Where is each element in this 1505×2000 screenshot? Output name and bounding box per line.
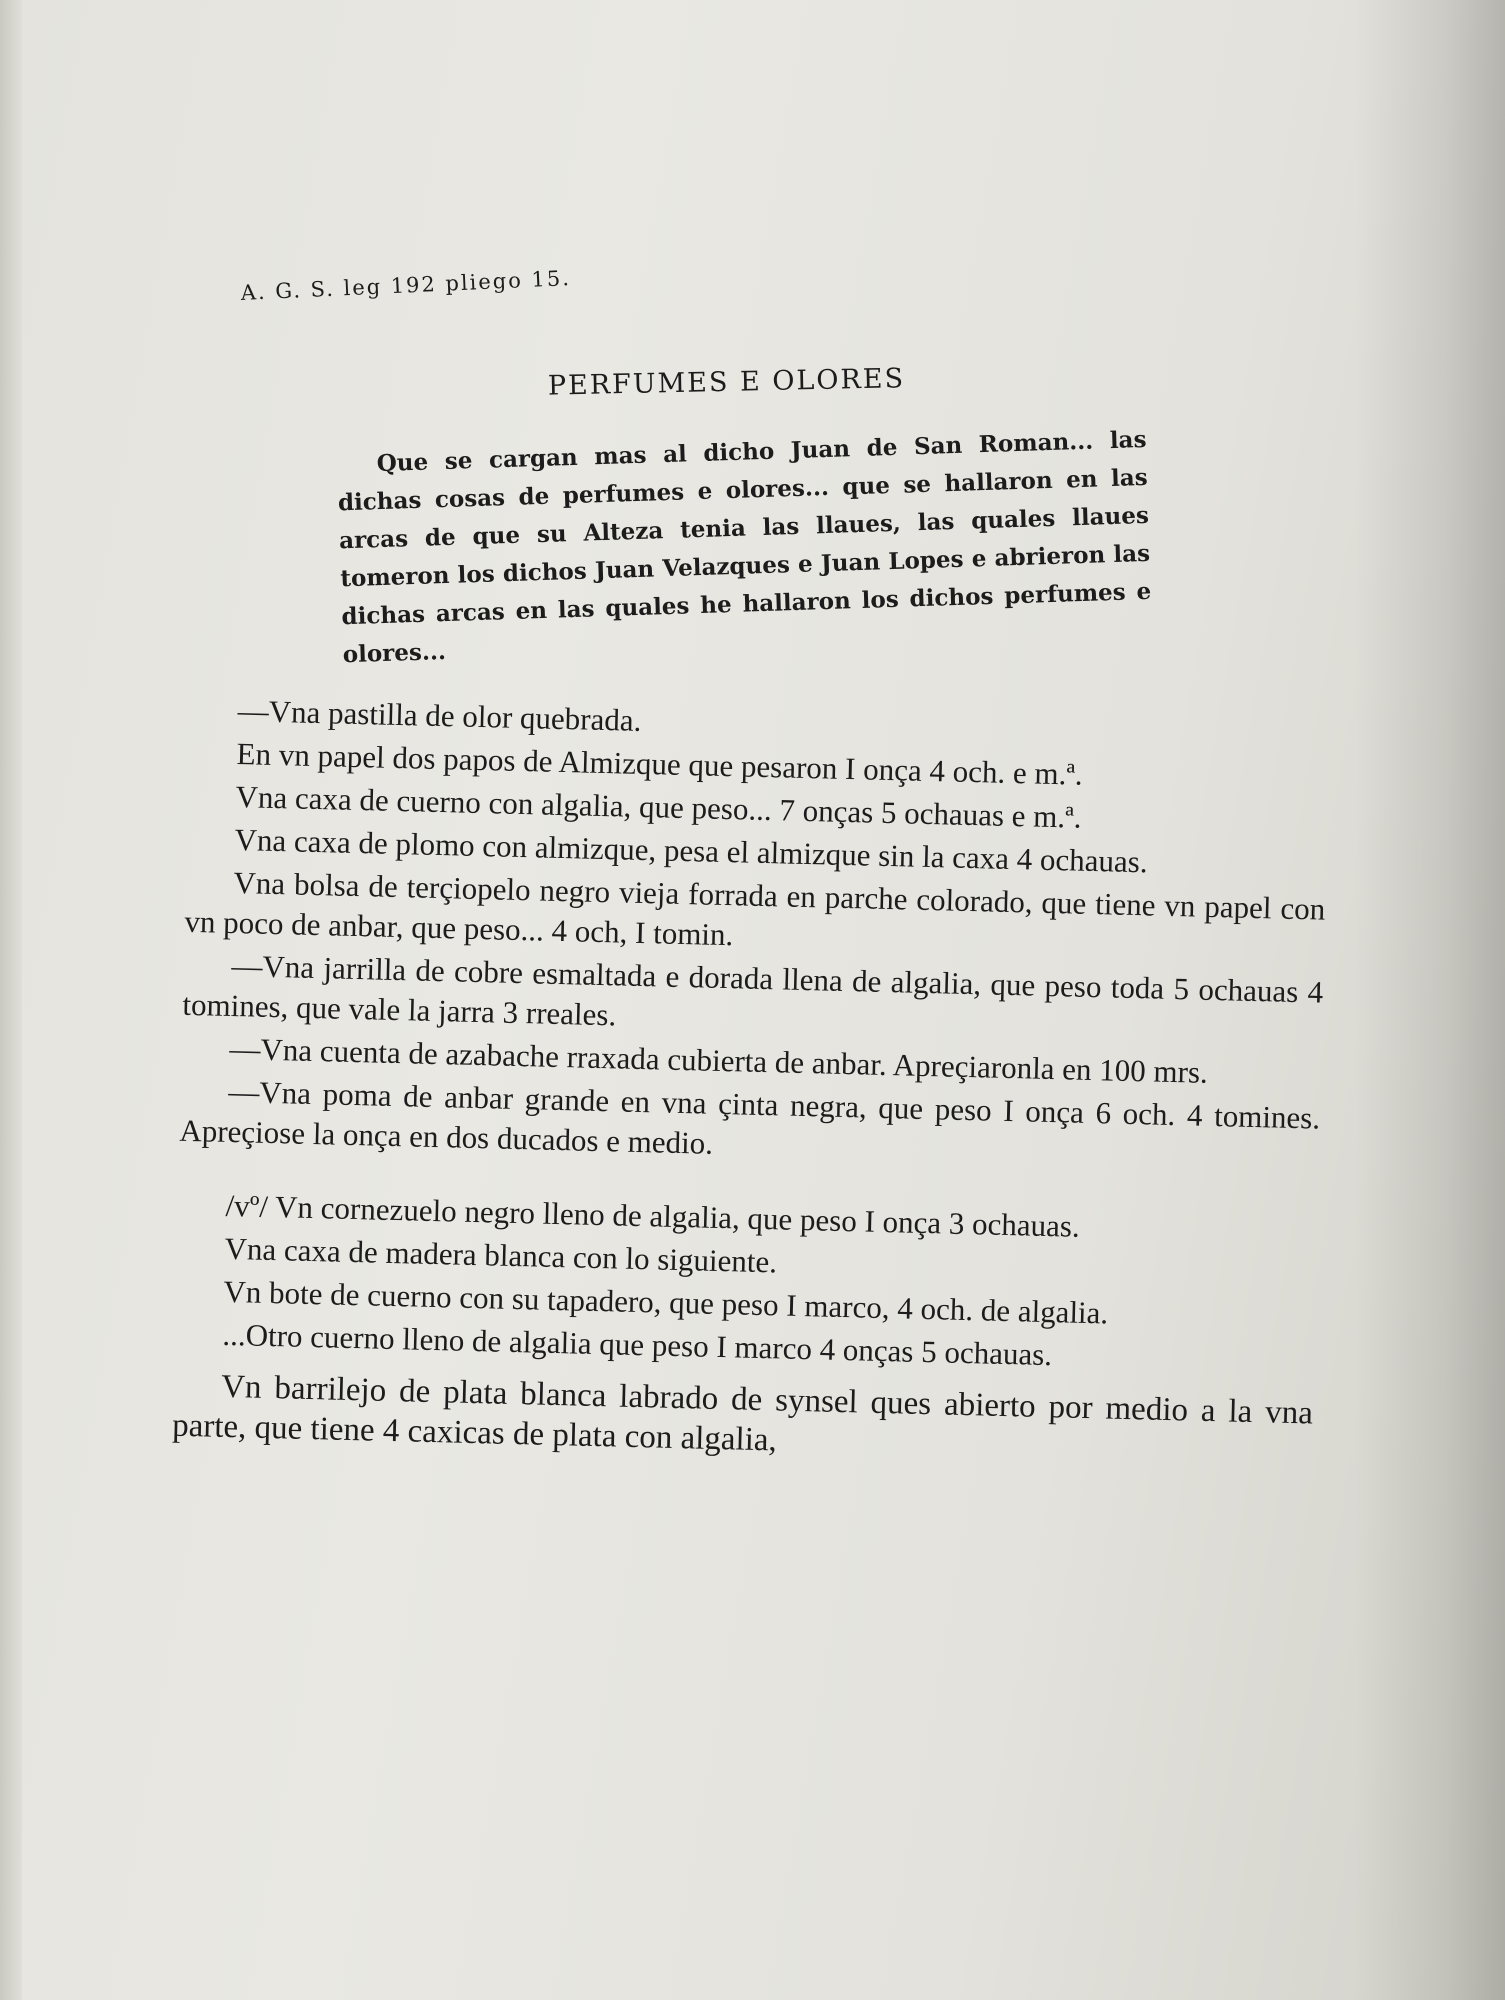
inventory-entry: Vn bote de cuerno con su tapadero, que peso I marco, 4 och. de algalia. — [223, 1273, 1109, 1331]
inventory-entry: —Vna poma de anbar grande en vna çinta negra, que peso I onça 6 och. 4 tomines. Apreçiose la onça en dos ducados e medio. — [179, 1073, 1321, 1161]
page-content — [171, 265, 1350, 1459]
inventory-entry: Vna bolsa de terçiopelo negro vieja forrada en parche colorado, que tiene vn papel con vn poco de anbar, que peso... 4 och, I tomin. — [184, 865, 1326, 953]
inventory-entry: ...Otro cuerno lleno de algalia que peso I marco 4 onças 5 ochauas. — [222, 1316, 1053, 1373]
page-curve-shadow — [1355, 0, 1505, 2000]
inventory-entry: Vn barrilejo de plata blanca labrado de synsel ques abierto por medio a la vna parte, que tiene 4 caxicas de plata con algalia, — [171, 1368, 1314, 1459]
inventory-entry: /vº/ Vn cornezuelo negro lleno de algalia, que peso I onça 3 ochauas. — [225, 1187, 1081, 1244]
inventory-entry: Vna caxa de plomo con almizque, pesa el almizque sin la caxa 4 ochauas. — [234, 822, 1149, 880]
inventory-entry: Vna caxa de cuerno con algalia, que peso... 7 onças 5 ochauas e m.ª. — [235, 779, 1082, 835]
inventory-entry: —Vna pastilla de olor quebrada. — [237, 693, 642, 738]
archive-reference: A. G. S. leg 192 pliego 15. — [240, 265, 572, 305]
inventory-entry: —Vna cuenta de azabache rraxada cubierta de anbar. Apreçiaronla en 100 mrs. — [229, 1030, 1209, 1090]
intro-paragraph: Que se cargan mas al dicho Juan de San Roman... las dichas cosas de perfumes e olores... que se hallaron en las arcas de que su Alteza tenia las llaues, las quales llaues tomeron los dichos Juan Velazques e Juan Lopes e abrieron las dichas arcas en las quales he hallaron los dichos perfumes e olores... — [337, 425, 1152, 669]
inventory-list — [172, 690, 1330, 1477]
inventory-entry: Vna caxa de madera blanca con lo siguiente. — [224, 1230, 778, 1280]
page-stack-edge — [0, 0, 22, 2000]
section-heading: PERFUMES E OLORES — [547, 363, 906, 402]
inventory-entry: —Vna jarrilla de cobre esmaltada e dorada llena de algalia, que peso toda 5 ochauas 4 tomines, que vale la jarra 3 rreales. — [182, 947, 1324, 1033]
inventory-entry: En vn papel dos papos de Almizque que pesaron I onça 4 och. e m.ª. — [236, 736, 1084, 792]
